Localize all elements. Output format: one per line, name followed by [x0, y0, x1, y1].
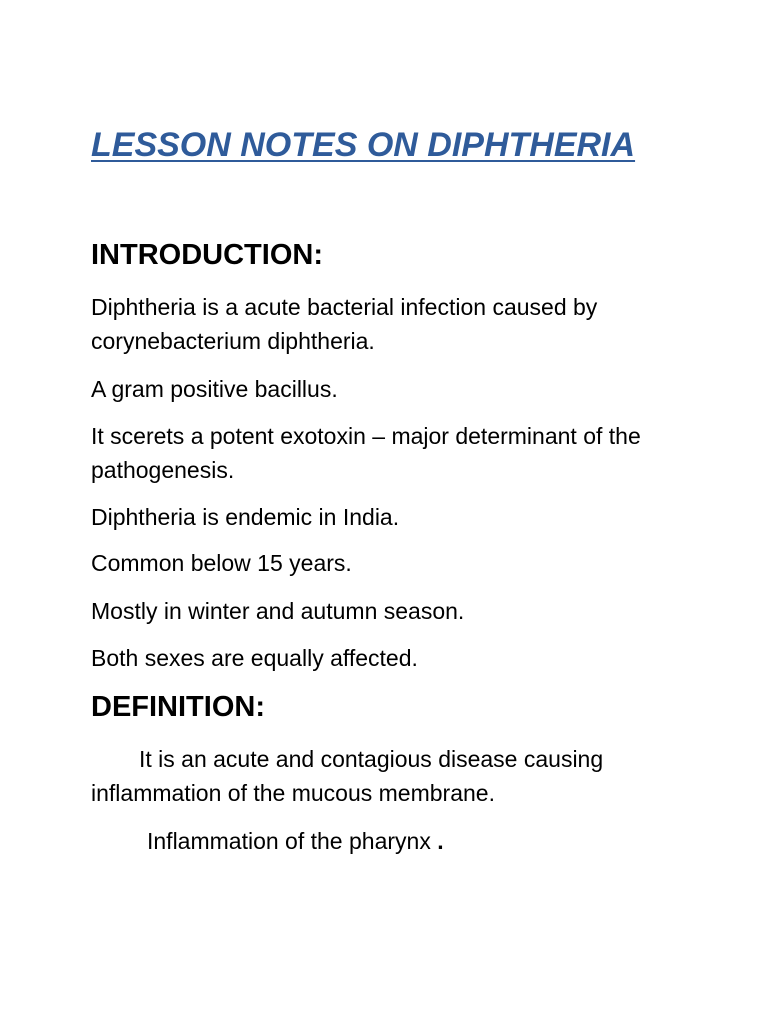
intro-paragraph-3: It scerets a potent exotoxin – major determinant of the pathogenesis. — [91, 423, 641, 483]
document-title: LESSON NOTES ON DIPHTHERIA — [91, 126, 636, 164]
intro-paragraph-6: Mostly in winter and autumn season. — [91, 598, 465, 624]
intro-paragraph-2: A gram positive bacillus. — [91, 376, 338, 402]
definition-paragraph-2 — [91, 824, 671, 858]
intro-paragraph-1: Diphtheria is a acute bacterial infection caused by corynebacterium diphtheria. — [91, 294, 598, 354]
introduction-heading: INTRODUCTION: — [91, 239, 323, 271]
intro-paragraph-4: Diphtheria is endemic in India. — [91, 504, 400, 530]
definition-trailing-period: . — [437, 828, 444, 854]
intro-paragraph-7: Both sexes are equally affected. — [91, 645, 418, 671]
definition-paragraph-2-text: Inflammation of the pharynx — [147, 828, 438, 854]
definition-heading: DEFINITION: — [91, 691, 265, 723]
definition-paragraph-1: It is an acute and contagious disease causing inflammation of the mucous membrane. — [91, 746, 604, 806]
intro-paragraph-5: Common below 15 years. — [91, 550, 352, 576]
